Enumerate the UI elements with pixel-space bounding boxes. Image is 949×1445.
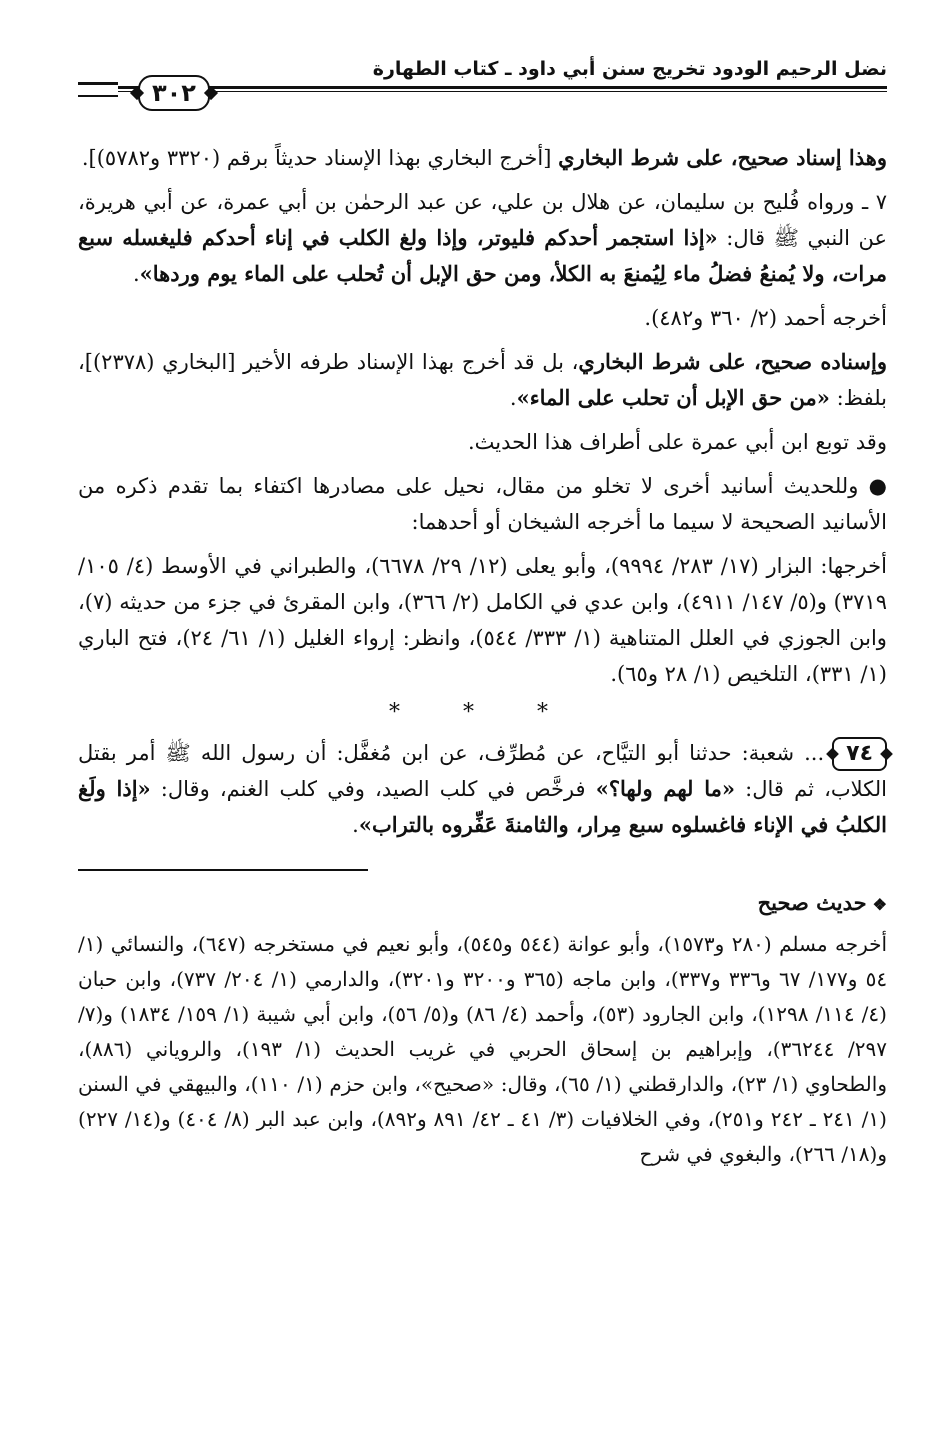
hadith-quote: «إذا ولَغ الكلبُ في الإناء فاغسلوه سبع مِرار، والثامنةَ عَفِّروه بالتراب» bbox=[78, 776, 887, 837]
book-icon: ❖ bbox=[872, 895, 887, 914]
page-header bbox=[78, 44, 887, 140]
paragraph-text: ٧ ـ ورواه فُليح بن سليمان، عن هلال بن علي، عن عبد الرحمٰن بن أبي عمرة، عن أبي هريرة، عن النبي ﷺ قال: bbox=[78, 190, 888, 250]
page-number: ٣٠٢ bbox=[138, 75, 210, 111]
grade-heading bbox=[78, 885, 887, 923]
hadith-paragraph bbox=[78, 735, 887, 843]
header-ornament bbox=[78, 82, 118, 97]
paragraph-text: . bbox=[509, 386, 517, 410]
paragraph-text: فرخَّص في كلب الصيد، وفي كلب الغنم، وقال: bbox=[150, 777, 596, 801]
paragraph: أخرجه أحمد (٢/ ٣٦٠ و٤٨٢). bbox=[644, 306, 887, 330]
paragraph bbox=[78, 140, 887, 176]
grading-phrase: وإسناده صحيح، على شرط البخاري bbox=[578, 349, 887, 374]
footnote-rule bbox=[78, 869, 368, 871]
hadith-quote: «ما لهم ولها؟» bbox=[595, 776, 736, 801]
grading-phrase: وهذا إسناد صحيح، على شرط البخاري bbox=[558, 145, 887, 170]
paragraph bbox=[78, 184, 887, 292]
paragraph: ● وللحديث أسانيد أخرى لا تخلو من مقال، نحيل على مصادرها اكتفاء بما تقدم ذكره من الأسانيد الصحيحة لا سيما ما أخرجه الشيخان أو أحدهما: bbox=[78, 474, 887, 534]
hadith-quote: «إذا استجمر أحدكم فليوتر، وإذا ولغ الكلب في إناء أحدكم فليغسله سبع مرات، ولا يُمنعُ فضلُ ماء لِيُمنعَ به الكلأ، ومن حق الإبل أن تُحلب على الماء يوم وردها» bbox=[78, 225, 887, 286]
paragraph-text: . bbox=[132, 262, 140, 286]
book-page bbox=[0, 44, 949, 1445]
grade-label: حديث صحيح bbox=[757, 890, 867, 915]
section-separator: * * * bbox=[389, 700, 576, 725]
footnote bbox=[78, 885, 887, 1172]
paragraph bbox=[78, 344, 887, 416]
footnote-text: أخرجه مسلم (٢٨٠ و١٥٧٣)، وأبو عوانة (٥٤٤ و٥٤٥)، وأبو نعيم في مستخرجه (٦٤٧)، والنسائي (١/ ٥٤ و١٧٧/ ٦٧ و٣٣٦ و٣٣٧)، وابن ماجه (٣٦٥ و٣٢٠٠ و٣٢٠١)، والدارمي (١/ ٢٠٤/ ٧٣٧)، وابن حبان (٤/ ١١٤/ ١٢٩٨)، وابن الجارود (٥٣)، وأحمد (٤/ ٨٦) و(٥/ ٥٦)، وابن أبي شيبة (١/ ١٥٩/ ١٨٣٤) و(٧/ ٢٩٧/ ٣٦٢٤٤)، وإبراهيم بن إسحاق الحربي في غريب الحديث (١/ ١٩٣)، والروياني (٨٨٦)، والطحاوي (١/ ٢٣)، والدارقطني (١/ ٦٥)، وقال: «صحيح»، وابن حزم (١/ ١١٠)، والبيهقي في السنن (١/ ٢٤١ ـ ٢٤٢ و٢٥١)، وفي الخلافيات (٣/ ٤١ ـ ٤٢/ ٨٩١ و٨٩٢)، وابن عبد البر (٨/ ٤٠٤) و(١٤/ ٢٢٧) و(١٨/ ٢٦٦)، والبغوي في شرح bbox=[78, 932, 888, 1166]
paragraph-text: ... شعبة: حدثنا أبو التيَّاح، عن مُطرِّف، عن ابن مُغفَّل: أن رسول الله ﷺ أمر بقتل الكلاب، ثم قال: bbox=[78, 741, 887, 801]
paragraph-text: [أخرج البخاري بهذا الإسناد حديثاً برقم (٣٣٢٠ و٥٧٨٢)]. bbox=[81, 146, 559, 170]
running-title: نضل الرحيم الودود تخريج سنن أبي داود ـ كتاب الطهارة bbox=[372, 58, 887, 80]
paragraph-text: ، بل قد أخرج بهذا الإسناد طرفه الأخير [البخاري (٢٣٧٨)]، بلفظ: bbox=[78, 350, 887, 410]
paragraph-text: . bbox=[352, 813, 359, 837]
hadith-number-badge: ٧٤ bbox=[832, 737, 887, 771]
hadith-quote: «من حق الإبل أن تحلب على الماء» bbox=[516, 385, 830, 410]
paragraph: أخرجها: البزار (١٧/ ٢٨٣/ ٩٩٩٤)، وأبو يعلى (١٢/ ٢٩/ ٦٦٧٨)، والطبراني في الأوسط (٤/ ١٠٥/ ٣٧١٩) و(٥/ ١٤٧/ ٤٩١١)، وابن عدي في الكامل (٢/ ٣٦٦)، وابن المقرئ في جزء من حديثه (٧)، وابن الجوزي في العلل المتناهية (١/ ٣٣٣/ ٥٤٤)، وانظر: إرواء الغليل (١/ ٦١/ ٢٤)، فتح الباري (١/ ٣٣١)، التلخيص (١/ ٢٨ و٦٥). bbox=[78, 554, 887, 686]
paragraph: وقد توبع ابن أبي عمرة على أطراف هذا الحديث. bbox=[467, 430, 887, 454]
main-text bbox=[78, 140, 887, 843]
